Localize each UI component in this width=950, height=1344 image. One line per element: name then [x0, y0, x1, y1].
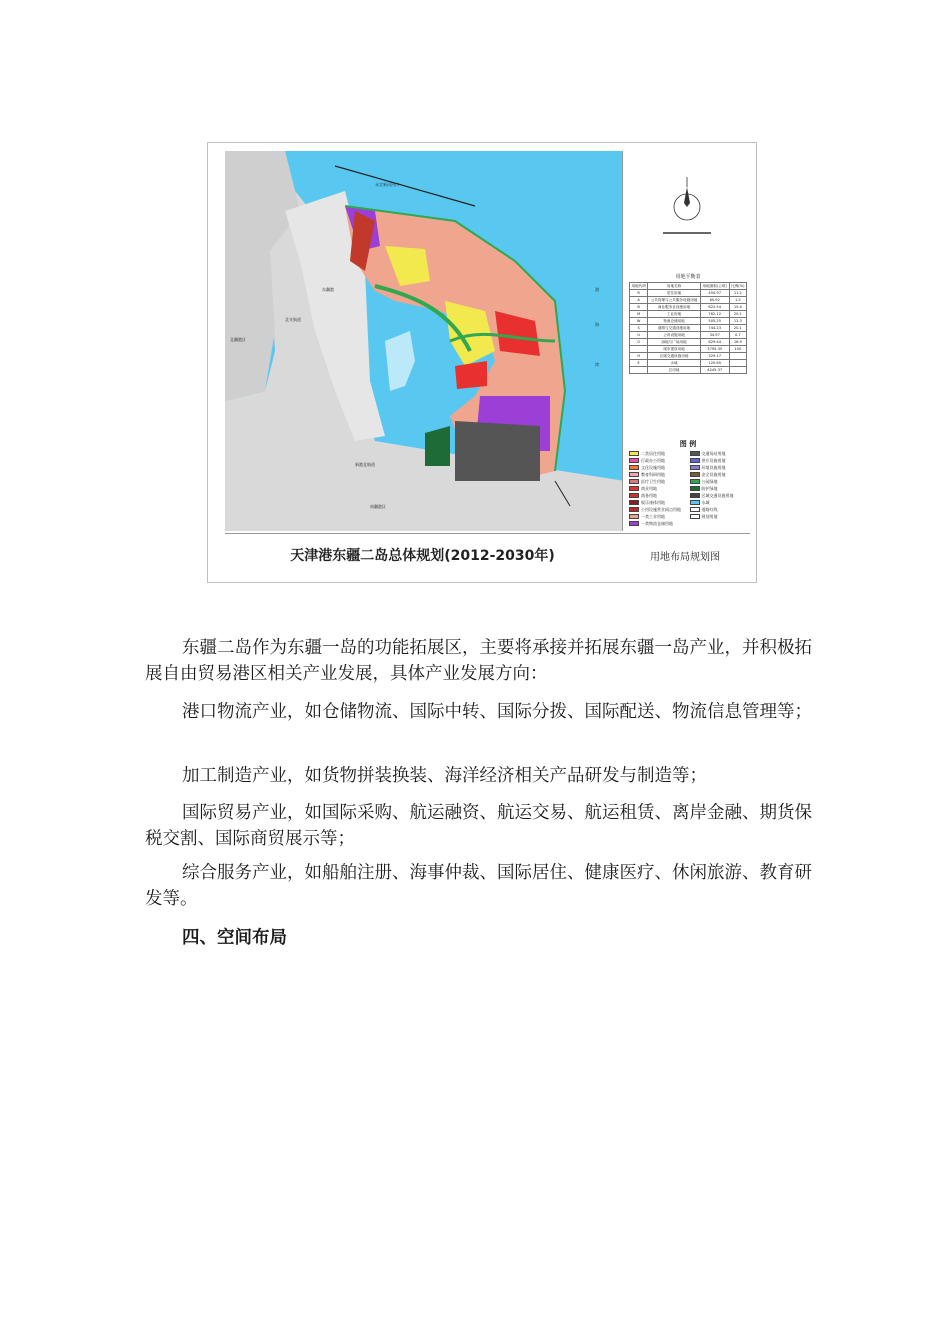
legend-label: 水域: [701, 500, 710, 505]
cell: 3795.35: [700, 346, 729, 353]
map-title-band: [225, 533, 750, 576]
legend-label: 公用设施营业网点用地: [641, 507, 681, 512]
legend-swatch: [690, 507, 700, 512]
legend-label: 一类工业用地: [641, 514, 665, 519]
cell: 公用设施用地: [648, 332, 700, 339]
legend-label: 防护绿地: [701, 486, 718, 491]
cell: 居住用地: [648, 290, 700, 297]
paragraph-text: 综合服务产业，如船舶注册、海事仲裁、国际居住、健康医疗、休闲旅游、教育研发等。: [145, 863, 812, 909]
label-bohai-2: 海: [595, 322, 599, 327]
legend-swatch: [629, 479, 639, 484]
legend-item: [690, 486, 748, 491]
paragraph-text: 东疆二岛作为东疆一岛的功能拓展区，主要将承接并拓展东疆一岛产业，并积极拓展自由贸易港区相关产业发展，具体产业发展方向：: [145, 638, 812, 684]
legend-grid: [629, 451, 747, 526]
cell: 区域交通设施用地: [648, 353, 700, 360]
zone-green-sw: [425, 426, 450, 466]
paragraph-text: 国际贸易产业，如国际采购、航运融资、航运交易、航运租赁、离岸金融、期货保税交割、国际商贸展示等；: [145, 803, 812, 849]
table-row: [630, 360, 747, 367]
legend-label: 二类居住用地: [641, 451, 665, 456]
legend-item: [690, 507, 748, 512]
label-bohai-1: 渤: [595, 287, 599, 292]
cell: 744.23: [700, 325, 729, 332]
cell: 水域: [648, 360, 700, 367]
cell: [729, 367, 746, 374]
section-heading: 四、空间布局: [182, 928, 287, 948]
legend-item: [690, 493, 748, 498]
table-title: 用地平衡表: [675, 274, 701, 280]
legend-swatch: [690, 472, 700, 477]
label-north-canal: 北支航道: [285, 317, 301, 322]
cell: 505.25: [700, 318, 729, 325]
legend-label: 医疗卫生用地: [641, 479, 665, 484]
legend-swatch: [690, 451, 700, 456]
table-row: [630, 339, 747, 346]
cell: 622.54: [700, 304, 729, 311]
paragraph-text: 港口物流产业，如仓储物流、国际中转、国际分拨、国际配送、物流信息管理等；: [182, 702, 812, 722]
cell: 城市建设用地: [648, 346, 700, 353]
legend-label: 交通场站用地: [701, 451, 726, 456]
label-island: 东疆港: [322, 287, 334, 292]
legend-label: 文化设施用地: [641, 465, 665, 470]
legend-item: [690, 465, 748, 470]
legend-swatch: [629, 521, 639, 526]
cell: 20.1: [729, 311, 746, 318]
paragraph-services: [145, 860, 815, 912]
planning-map-figure: [207, 142, 757, 583]
legend-label: 区域交通设施用地: [701, 493, 734, 498]
legend-swatch: [690, 514, 700, 519]
legend-item: [690, 472, 748, 477]
cell: [630, 346, 648, 353]
cell: S: [630, 325, 648, 332]
legend-item: [690, 479, 748, 484]
label-bohai-3: 湾: [595, 362, 599, 367]
cell: H: [630, 353, 648, 360]
legend-swatch: [629, 465, 639, 470]
legend-swatch: [629, 486, 639, 491]
legend-swatch: [629, 472, 639, 477]
legend-swatch: [690, 479, 700, 484]
map-title: 天津港东疆二岛总体规划(2012-2030年): [290, 548, 555, 564]
legend-item: [629, 465, 687, 470]
table-row: [630, 318, 747, 325]
map-side-panel: [622, 151, 751, 531]
label-north-basin: 北疆港区: [230, 337, 246, 342]
cell: R: [630, 290, 648, 297]
legend-label: 娱乐康体用地: [641, 500, 665, 505]
legend-item: [690, 500, 748, 505]
table-row: [630, 311, 747, 318]
legend-swatch: [629, 458, 639, 463]
legend-item: [629, 507, 687, 512]
cell: 34.97: [700, 332, 729, 339]
cell: G: [630, 339, 648, 346]
legend-swatch: [690, 458, 700, 463]
legend-label: 环境设施用地: [701, 465, 726, 470]
legend-label: 商业用地: [641, 486, 657, 491]
legend-item: [629, 521, 687, 526]
cell: 11.2: [729, 290, 746, 297]
cell: B: [630, 304, 648, 311]
cell: 商业服务业设施用地: [648, 304, 700, 311]
label-south-basin: 南疆港区: [370, 504, 386, 509]
th-area: 用地面积(公顷): [700, 283, 729, 290]
legend-swatch: [629, 451, 639, 456]
table-row: [630, 353, 747, 360]
cell: [630, 367, 648, 374]
cell: 公共管理与公共服务设施用地: [648, 297, 700, 304]
legend-swatch: [629, 507, 639, 512]
legend-label: 一类物流仓储用地: [641, 521, 673, 526]
cell: 100: [729, 346, 746, 353]
label-channel-top: 永定新河河口: [375, 182, 399, 187]
legend-label: 公园绿地: [701, 479, 718, 484]
legend-label: 供应设施用地: [701, 458, 726, 463]
land-balance-table: [629, 273, 747, 374]
cell: 道路与交通设施用地: [648, 325, 700, 332]
legend-swatch: [629, 500, 639, 505]
legend-title: 图 例: [679, 440, 697, 448]
th-ratio: 比例(%): [731, 283, 745, 288]
paragraph-intro: [145, 635, 815, 687]
legend-swatch: [690, 486, 700, 491]
table-row: [630, 325, 747, 332]
land-use-map: [225, 151, 625, 531]
th-name: 用地名称: [648, 283, 700, 290]
cell: 12.3: [729, 318, 746, 325]
cell: 16.9: [729, 339, 746, 346]
legend-item: [629, 493, 687, 498]
cell: 4245.37: [700, 367, 729, 374]
legend-label: 道路红线: [701, 507, 718, 512]
legend-swatch: [629, 493, 639, 498]
legend-label: 教育科研用地: [641, 472, 665, 477]
map-subtitle: 用地布局规划图: [650, 551, 720, 563]
zone-transport-s: [455, 421, 540, 481]
legend-swatch: [690, 500, 700, 505]
legend-item: [629, 479, 687, 484]
cell: 总用地: [648, 367, 700, 374]
cell: 60.92: [700, 297, 729, 304]
cell: 15.4: [729, 304, 746, 311]
cell: E: [630, 360, 648, 367]
cell: 629.44: [700, 339, 729, 346]
legend-item: [629, 514, 687, 519]
label-new-channel: 新港北航道: [355, 462, 375, 467]
legend-item: [690, 514, 748, 519]
legend-item: [629, 472, 687, 477]
cell: [729, 353, 746, 360]
cell: 329.17: [700, 353, 729, 360]
cell: W: [630, 318, 648, 325]
table-row: [630, 332, 747, 339]
legend-item: [629, 486, 687, 491]
legend-swatch: [629, 514, 639, 519]
compass-rose-icon: [623, 151, 751, 251]
legend-swatch: [690, 465, 700, 470]
th-code: 用地代码: [631, 283, 646, 288]
cell: 0.7: [729, 332, 746, 339]
paragraph-text: 加工制造产业，如货物拼装换装、海洋经济相关产品研发与制造等；: [182, 766, 707, 786]
paragraph-trade: [145, 800, 815, 852]
cell: M: [630, 311, 648, 318]
legend-label: 安全设施用地: [701, 472, 726, 477]
legend-item: [629, 451, 687, 456]
cell: A: [630, 297, 648, 304]
paragraph-logistics: [145, 699, 815, 725]
table-header-row: [630, 283, 747, 290]
table-row: [630, 346, 747, 353]
legend-item: [690, 458, 748, 463]
cell: 762.12: [700, 311, 729, 318]
legend-item: [690, 451, 748, 456]
cell: [729, 360, 746, 367]
cell: 1.5: [729, 297, 746, 304]
cell: U: [630, 332, 648, 339]
table-row: [630, 290, 747, 297]
cell: 20.1: [729, 325, 746, 332]
cell: 物流仓储用地: [648, 318, 700, 325]
legend-item: [629, 458, 687, 463]
table-row: [630, 367, 747, 374]
map-legend: [629, 439, 747, 526]
table-row: [630, 304, 747, 311]
cell: 120.85: [700, 360, 729, 367]
legend-label: 商务用地: [641, 493, 657, 498]
legend-swatch: [690, 493, 700, 498]
cell: 455.97: [700, 290, 729, 297]
paragraph-manufacturing: [145, 763, 815, 789]
cell: 绿地与广场用地: [648, 339, 700, 346]
table-row: [630, 297, 747, 304]
cell: 工业用地: [648, 311, 700, 318]
legend-item: [629, 500, 687, 505]
legend-label: 行政办公用地: [641, 458, 665, 463]
legend-label: 规划用地: [701, 514, 718, 519]
